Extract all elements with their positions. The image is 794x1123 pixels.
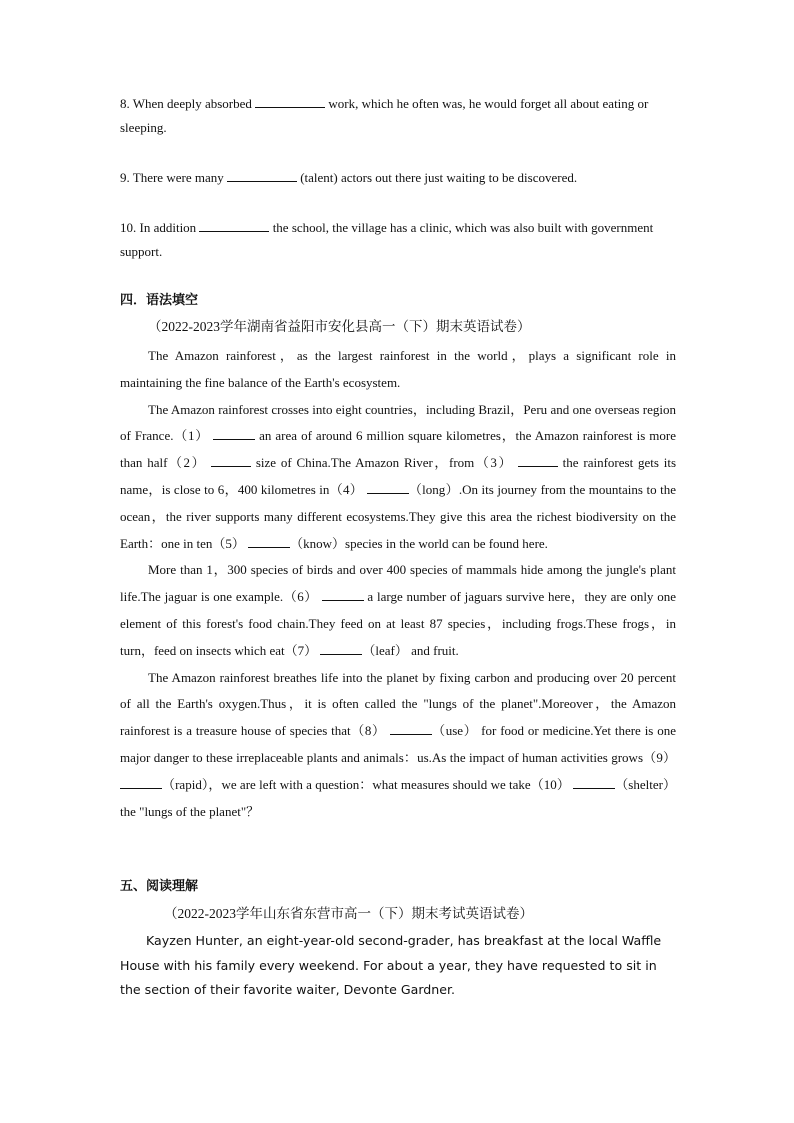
grammar-blank-1[interactable]	[213, 426, 255, 440]
section-4-source: （2022-2023学年湖南省益阳市安化县高一（下）期末英语试卷）	[148, 319, 531, 334]
question-8-text-after: work, which he often was, he would forget all about eating or sleeping.	[120, 96, 649, 135]
question-10-blank[interactable]	[199, 217, 269, 232]
grammar-blank-6[interactable]	[322, 587, 364, 601]
grammar-passage	[120, 343, 676, 825]
grammar-blank-5[interactable]	[248, 534, 290, 548]
grammar-blank-2[interactable]	[211, 453, 251, 467]
grammar-blank-8[interactable]	[390, 721, 432, 735]
reading-paragraph-1: Kayzen Hunter, an eight-year-old second-grader, has breakfast at the local Waffle House with his family every weekend. For about a year, they have requested to sit in the section of their favorite waiter, Devonte Gardner.	[120, 933, 662, 997]
grammar-blank-9[interactable]	[120, 775, 162, 789]
grammar-paragraph-2: The Amazon rainforest crosses into eight countries，including Brazil，Peru and one overseas region of France.（1） an area of around 6 million square kilometres，the Amazon rainforest is more than half（2） size of China.The Amazon River，from（3） the rainforest gets its name，is close to 6，400 kilometres in（4） （long）.On its journey from the mountains to the ocean，the river supports many different ecosystems.They give this area the richest biodiversity on the Earth：one in ten（5） （know）species in the world can be found here.	[120, 401, 677, 551]
section-4-heading: 四．语法填空	[120, 293, 199, 308]
grammar-paragraph-1: The Amazon rainforest，as the largest rainforest in the world，plays a significant role in maintaining the fine balance of the Earth's ecosystem.	[120, 348, 676, 390]
grammar-blank-3[interactable]	[518, 453, 558, 467]
question-8-blank[interactable]	[255, 93, 325, 108]
question-8	[120, 92, 676, 140]
grammar-blank-7[interactable]	[320, 641, 362, 655]
question-8-text-before: 8. When deeply absorbed	[120, 96, 256, 111]
grammar-paragraph-3: More than 1，300 species of birds and over 400 species of mammals hide among the jungle's plant life.The jaguar is one example.（6） a large number of jaguars survive here，they are only one element of this forest's food chain.They feed on at least 87 species，including frogs.These frogs，in turn，feed on insects which eat（7） （leaf） and fruit.	[120, 562, 676, 658]
question-9	[120, 166, 676, 190]
question-10-text-before: 10. In addition	[120, 220, 200, 235]
section-5-source: （2022-2023学年山东省东营市高一（下）期末考试英语试卷）	[164, 906, 533, 921]
grammar-blank-10[interactable]	[573, 775, 615, 789]
question-10-text-after: the school, the village has a clinic, which was also built with government support.	[120, 220, 654, 259]
question-9-text-after: (talent) actors out there just waiting to be discovered.	[296, 170, 578, 185]
grammar-blank-4[interactable]	[367, 480, 409, 494]
section-5-heading: 五、阅读理解	[120, 879, 199, 894]
question-9-blank[interactable]	[227, 167, 297, 182]
question-9-text-before: 9. There were many	[120, 170, 227, 185]
question-10	[120, 216, 676, 264]
grammar-paragraph-4: The Amazon rainforest breathes life into the planet by fixing carbon and producing over 20 percent of all the Earth's oxygen.Thus，it is often called the "lungs of the planet".Moreover，the Amazon rainforest is a treasure house of species that（8） （use） for food or medicine.Yet there is one major danger to these irreplaceable plants and animals：us.As the impact of human activities grows（9） （rapid），we are left with a question：what measures should we take（10） （shelter） the "lungs of the planet"？	[120, 669, 677, 819]
